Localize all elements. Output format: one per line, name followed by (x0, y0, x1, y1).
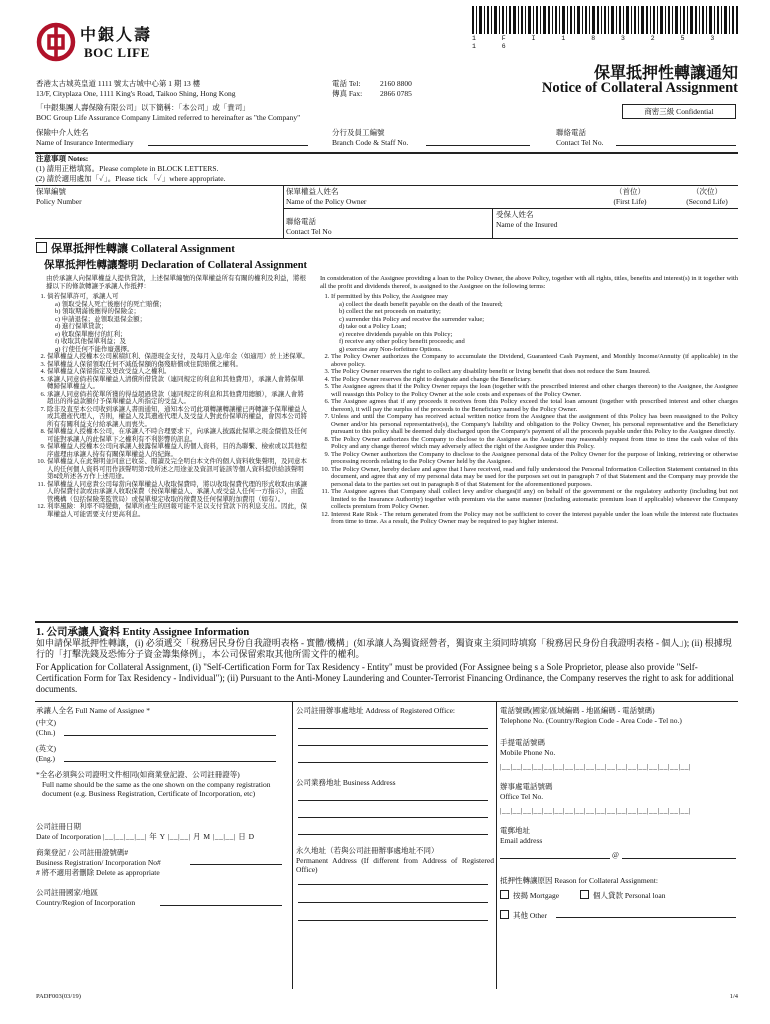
fax-label: 傳真 Fax: (332, 89, 363, 98)
note-1: (1) 請用正楷填寫。Please complete in BLOCK LETTERS. (36, 164, 219, 173)
doi-field[interactable]: |__|__|__|__| 年 Y |__|__| 月 M |__|__| 日 D (102, 832, 255, 841)
form-code: PADF003(03/19) (36, 993, 81, 1000)
clause-en-8: 8. The Policy Owner authorizes the Company to disclose to the Assignee as the Assignee may reasonably request from time to time the cash value of this Policy and any change thereof which may adversely affect the right of the Assignee under this Policy. (331, 436, 738, 451)
clause-en-7: 7. Unless and until the Company has received actual written notice from the Assignee that the assignment of this Policy has been reassigned to the Policy Owner and/or his personal representative(s), the Company's liability and obligation to the Policy Owner, his personal representative and the Beneficiary pursuant to this policy shall be deemed duly discharged upon the Company's payment of all the proceeds payable under this Policy to the Assignee directly. (331, 413, 738, 436)
section1-intro-english: For Application for Collateral Assignment, (i) "Self-Certification Form for Tax Residency - Entity" must be provided (For Assignee being s a Sole Proprietor, please also provide "Self-Certification Form for Tax Residency - Individual"); (ii) Pursuant to the Anti-Money Laundering and Counter-Terrorist Financing Ordinance, the Company reserves the right to ask for additional documents. (36, 662, 734, 694)
email-label-cn: 電郵地址 (500, 826, 530, 835)
chn-label-en: (Chn.) (36, 728, 56, 737)
registered-address-line-1[interactable] (298, 728, 488, 729)
assignee-name-chinese-field[interactable] (64, 735, 276, 736)
mobile-field[interactable]: |__|__|__|__|__|__|__|__|__|__|__|__|__|__|__|__|__|__| (500, 762, 692, 771)
clause-en-5: 5. The Assignee agrees that if the Policy Owner repays the loan (together with the prescribed interest and other charges thereon) to the Assignee, the Assignee will reassign this Policy to the Policy Owner at the sole costs and expenses of the Policy Owner. (331, 383, 738, 398)
policy-tel-cn: 聯絡電話 (286, 217, 316, 226)
clause-cn-3: 3. 保單權益人保留領取任何不減低保額的傷殘賠償或住院賠償之權利。 (47, 361, 310, 369)
mobile-label-en: Mobile Phone No. (500, 748, 556, 757)
policy-number-en: Policy Number (36, 197, 82, 206)
business-address-line-3[interactable] (298, 834, 488, 835)
reason-label: 抵押性轉讓原因 Reason for Collateral Assignment: (500, 876, 658, 885)
chn-label-cn: (中文) (36, 718, 56, 727)
barcode-icon (472, 6, 738, 34)
registered-address-label: 公司註冊辦事處地址 Address of Registered Office: (296, 706, 456, 715)
permanent-address-line-1[interactable] (298, 884, 488, 885)
country-label-en: Country/Region of Incorporation (36, 898, 136, 907)
page-number: 1/4 (729, 993, 738, 1000)
clause-cn-11: 11. 保單權益人同意貴公司每當向保單權益人收取保費時，將以收取保費代理的形式收取由承讓人的保費付款或由承讓人收取保費（按保單權益人、承讓人或受益人任何一方指示），由監管機構（包括保險業監管局）或保單規定收取的徵費及任何保單附加費用（如有）。 (47, 481, 310, 504)
email-at-sign: @ (612, 850, 619, 859)
fullname-note-en: Full name should be the same as the one shown on the company registration document (e.g. Business Registration, Certificate of Incorporation, etc) (42, 780, 271, 798)
clause-cn-1: 1. 倘若保單許可，承讓人可 a) 領取受保人死亡後應付的死亡賠償； b) 領取期滿後應得的保險金； c) 申請退保；並領取退保金額； d) 進行保單貸款； e) 收取保單應付的紅利； f) 收取其他保單利益；及 g) 行使任何不能作廢選擇。 (47, 293, 310, 353)
tel-value: 2160 8800 (380, 79, 412, 88)
intermediary-name-cn: 保險中介人姓名 (36, 128, 89, 137)
title-chinese: 保單抵押性轉讓通知 (593, 63, 738, 82)
reason-mortgage[interactable]: 按揭 Mortgage (500, 890, 559, 900)
intro-chinese: 由於承讓人向保單權益人提供貸款，上述保單編號的保單權益所有有關的權利及利益，將根據以下的條款轉讓予承讓人作抵押： (46, 275, 306, 290)
eng-label-en: (Eng.) (36, 754, 55, 763)
eng-label-cn: (英文) (36, 744, 56, 753)
branch-code-cn: 分行及員工編號 (332, 128, 385, 137)
company-english: BOC Group Life Assurance Company Limited referred to hereinafter as "the Company" (36, 113, 301, 122)
clause-en-11: 11. The Assignee agrees that Company shall collect levy and/or charges(if any) on behalf of the government or the regulatory authority (including but not limited to the Insurance Authority) together with premium via the same manner (including automatic premium loan if applicable) whenever the Company collects premium from Policy Owner. (331, 488, 738, 511)
company-chinese: 「中銀集團人壽保險有限公司」以下簡稱：「本公司」或「貴司」 (36, 103, 250, 112)
assignment-heading (36, 240, 235, 256)
logo-english: BOC LIFE (84, 45, 150, 60)
section1-heading: 1. 公司承讓人資料 Entity Assignee Information (36, 627, 250, 638)
clause-cn-4: 4. 保單權益人保留指定及更改受益人之權利。 (47, 368, 310, 376)
country-field[interactable] (160, 905, 282, 906)
mobile-label-cn: 手提電話號碼 (500, 738, 545, 747)
email-label-en: Email address (500, 836, 543, 845)
boc-logo-icon (36, 22, 76, 62)
clause-cn-2: 2. 保單權益人授權本公司累積紅利、保證現金支付，及每月入息/年金（如適用）於上述保單。 (47, 353, 310, 361)
insured-cn: 受保人姓名 (496, 210, 534, 219)
fullname-note-cn: *全名必須與公司證明文件相同(如商業登記證、公司註冊證等) (36, 770, 240, 779)
business-address-label: 公司業務地址 Business Address (296, 778, 396, 787)
clause-cn-12: 12. 利率風險：利率不時變動，保單所產生的回報可能不足以支付貸款下的利息支出。因此，保單權益人可能需要支付更高利息。 (47, 503, 310, 518)
declaration-chinese (36, 275, 310, 518)
clause-en-1: 1. If permitted by this Policy, the Assignee may a) collect the death benefit payable on the death of the Insured; b) collect the net proceeds on maturity; c) surrender this Policy and receive the surrender value; d) take out a Policy Loan; e) receive dividends payable on this Policy; f) receive any other policy benefit proceeds; and g) exercise any Non-forfeiture Options. (331, 293, 738, 353)
office-tel-label-cn: 辦事處電話號碼 (500, 782, 553, 791)
second-life-en: (Second Life) (686, 197, 728, 206)
company-logo (36, 22, 166, 66)
mortgage-checkbox[interactable] (500, 890, 509, 899)
clause-cn-6: 6. 承讓人同意倘若從單所獲的得益超過貸款（連同規定的利息和其他費用總額），承讓人會將超出的得益款額付予保單權益人所指定的受益人。 (47, 391, 310, 406)
permanent-address-line-3[interactable] (298, 920, 488, 921)
contact-tel-field[interactable] (616, 145, 736, 146)
br-label-cn: 商業登記 / 公司註冊證號碼# (36, 848, 129, 857)
intermediary-name-field[interactable] (148, 145, 308, 146)
reason-personal-loan[interactable]: 個人貸款 Personal loan (580, 890, 666, 900)
business-address-line-2[interactable] (298, 817, 488, 818)
other-checkbox[interactable] (500, 910, 509, 919)
br-note: # 將不適用者刪除 Delete as appropriate (36, 868, 160, 877)
permanent-address-line-2[interactable] (298, 902, 488, 903)
clause-en-12: 12. Interest Rate Risk - The return generated from the Policy may not be sufficient to cover the interest payable under the loan while the interest rate fluctuates from time to time. As a result, the Policy Owner may be required to pay higher interest. (331, 511, 738, 526)
branch-code-en: Branch Code & Staff No. (332, 138, 409, 147)
address-chinese: 香港太古城英皇道 1111 號太古城中心第 1 期 13 樓 (36, 79, 201, 88)
first-life-en: (First Life) (613, 197, 647, 206)
logo-chinese: 中銀人壽 (80, 25, 153, 44)
notes-title: 注意事項 Notes: (36, 154, 89, 163)
title-english: Notice of Collateral Assignment (541, 80, 738, 96)
fax-value: 2866 0785 (380, 89, 412, 98)
clause-cn-5: 5. 承讓人同意倘若保單權益人清償所借貸款（連同規定的利息和其他費用），承讓人會將保單轉歸保單權益人。 (47, 376, 310, 391)
policy-number-cn: 保單編號 (36, 187, 66, 196)
clause-en-3: 3. The Policy Owner reserves the right to collect any disability benefit or living benefit that does not reduce the Sum Insured. (331, 368, 738, 376)
doi-label-cn: 公司註冊日期 (36, 822, 81, 831)
second-life-cn: （次位） (692, 187, 722, 196)
confidential-badge: 商密三級 Confidential (622, 104, 736, 119)
contact-tel-en: Contact Tel No. (556, 138, 604, 147)
address-english: 13/F, Cityplaza One, 1111 King's Road, Taikoo Shing, Hong Kong (36, 89, 236, 98)
clause-cn-10: 10. 保單權益人在此聲明並同意已收妥、閱讀及完全明白本文件的個人資料收集聲明，及同意本人的任何個人資料可用作該聲明第7段所述之用途並及資訊可能該等個人資料提供給該聲明第8段所述各方作上述用途。 (47, 458, 310, 481)
office-tel-field[interactable]: |__|__|__|__|__|__|__|__|__|__|__|__|__|__|__|__|__|__| (500, 806, 692, 815)
telephone-label-cn: 電話號碼(國家/區域編碼 - 地區編碼 - 電話號碼) (500, 706, 655, 715)
assignee-name-english-field[interactable] (64, 761, 276, 762)
policy-owner-cn: 保單權益人姓名 (286, 187, 339, 196)
contact-tel-cn: 聯絡電話 (556, 128, 586, 137)
office-tel-label-en: Office Tel No. (500, 792, 544, 801)
clause-cn-7: 7. 除非及直至本公司收到承讓人書面通知，通知本公司此項轉讓轉讓權已再轉讓予保單權益人或其遺產代理人，否則，權益人及其遺產代理人及受益人對此份保單的權益，會因本公司將所有有關利益支付給承讓人而喪失。 (47, 406, 310, 429)
note-2: (2) 請於適用處加「✓」。Please tick 「✓」where appropriate. (36, 174, 226, 183)
intro-english: In consideration of the Assignee providing a loan to the Policy Owner, the above Policy, together with all rights, titles, benefits and interest(s) in it together with all the profit and dividends thereof, is assigned to the Assignee on the following terms: (320, 275, 738, 290)
reason-other-field[interactable] (556, 917, 736, 918)
clause-en-10: 10. The Policy Owner, hereby declare and agree that I have received, read and fully understood the Personal Information Collection Statement contained in this document, and agree that any of my personal data may be used for the purposes set out in paragraph 7 of that Statement and the Company may provide the personal data to the parties set out in paragraph 8 of that Statement for the aforementioned purposes. (331, 466, 738, 489)
barcode (472, 6, 738, 50)
tel-label: 電話 Tel: (332, 79, 361, 88)
insured-en: Name of the Insured (496, 220, 558, 229)
telephone-label-en: Telephone No. (Country/Region Code - Area Code - Tel no.) (500, 716, 682, 725)
business-address-line-1[interactable] (298, 800, 488, 801)
policy-tel-en: Contact Tel No (286, 227, 332, 236)
doi-label-en: Date of Incorporation |__|__|__|__| 年 Y |__|__| 月 M |__|__| 日 D (36, 832, 255, 841)
permanent-address-label-cn: 永久地址（若與公司註冊辦事處地址不同） (296, 846, 439, 855)
assignment-checkbox[interactable] (36, 242, 47, 253)
barcode-text: 1 F I 1 8 3 2 5 3 1 6 (472, 35, 726, 50)
section1-intro-chinese: 如申請保單抵押性轉讓，(i) 必須遞交「稅務居民身份自我證明表格 - 實體/機構」(如承讓人為獨資經營者，獨資東主須同時填寫「稅務居民身份自我證明表格 - 個人」); (ii) 根據現行的「打擊洗錢及恐怖分子資金籌集條例」，本公司保留索取其他所需文件的權利。 (36, 638, 732, 659)
email-domain-field[interactable] (622, 858, 736, 859)
clause-en-6: 6. The Assignee agrees that if any proceeds it receives from this Policy exceed the total loan amount (together with prescribed interest and other charges thereon), it will pay the surplus of the proceeds to the Beneficiary named by the Policy Owner. (331, 398, 738, 413)
assignee-fullname-label: 承讓人全名 Full Name of Assignee * (36, 706, 150, 715)
declaration-english (320, 275, 738, 526)
clause-en-4: 4. The Policy Owner reserves the right to designate and change the Beneficiary. (331, 376, 738, 384)
reason-other[interactable]: 其他 Other (500, 910, 547, 920)
clause-cn-9: 9. 保單權益人授權本公司向承讓人披露保單權益人的個人資料，目的為聯繫、檢索或以其他程序處理由承讓人持有有關保單權益人的紀錄。 (47, 443, 310, 458)
permanent-address-label-en: Permanent Address (If different from Address of Registered Office) (296, 856, 494, 874)
br-label-en: Business Registration/ Incorporation No# (36, 858, 161, 867)
clause-en-2: 2. The Policy Owner authorizes the Company to accumulate the Dividend, Guaranteed Cash Payment, and Monthly Income/Annuity (if applicable) in the above policy. (331, 353, 738, 368)
policy-owner-en: Name of the Policy Owner (286, 197, 367, 206)
country-label-cn: 公司註冊國家/地區 (36, 888, 99, 897)
declaration-heading: 保單抵押性轉讓聲明 Declaration of Collateral Assignment (44, 260, 308, 271)
email-user-field[interactable] (500, 858, 610, 859)
clause-en-9: 9. The Policy Owner authorizes the Company to disclose to the Assignee personal data of the Policy Owner for the purpose of linking, retrieving or otherwise processing records relating to the Policy Owner held by the Assignee. (331, 451, 738, 466)
first-life-cn: （首位） (615, 187, 645, 196)
registered-address-line-2[interactable] (298, 745, 488, 746)
registered-address-line-3[interactable] (298, 762, 488, 763)
personal-loan-checkbox[interactable] (580, 890, 589, 899)
assignment-heading-text: 保單抵押性轉讓 Collateral Assignment (51, 243, 235, 255)
br-number-field[interactable] (190, 864, 282, 865)
clause-cn-8: 8. 保單權益人授權本公司，在承讓人不時合理要求下，向承讓人披露此保單之現金價值及任何可能對承讓人的此保單下之權利有不利影響的訊息。 (47, 428, 310, 443)
branch-code-field[interactable] (426, 145, 530, 146)
intermediary-name-en: Name of Insurance Intermediary (36, 138, 134, 147)
